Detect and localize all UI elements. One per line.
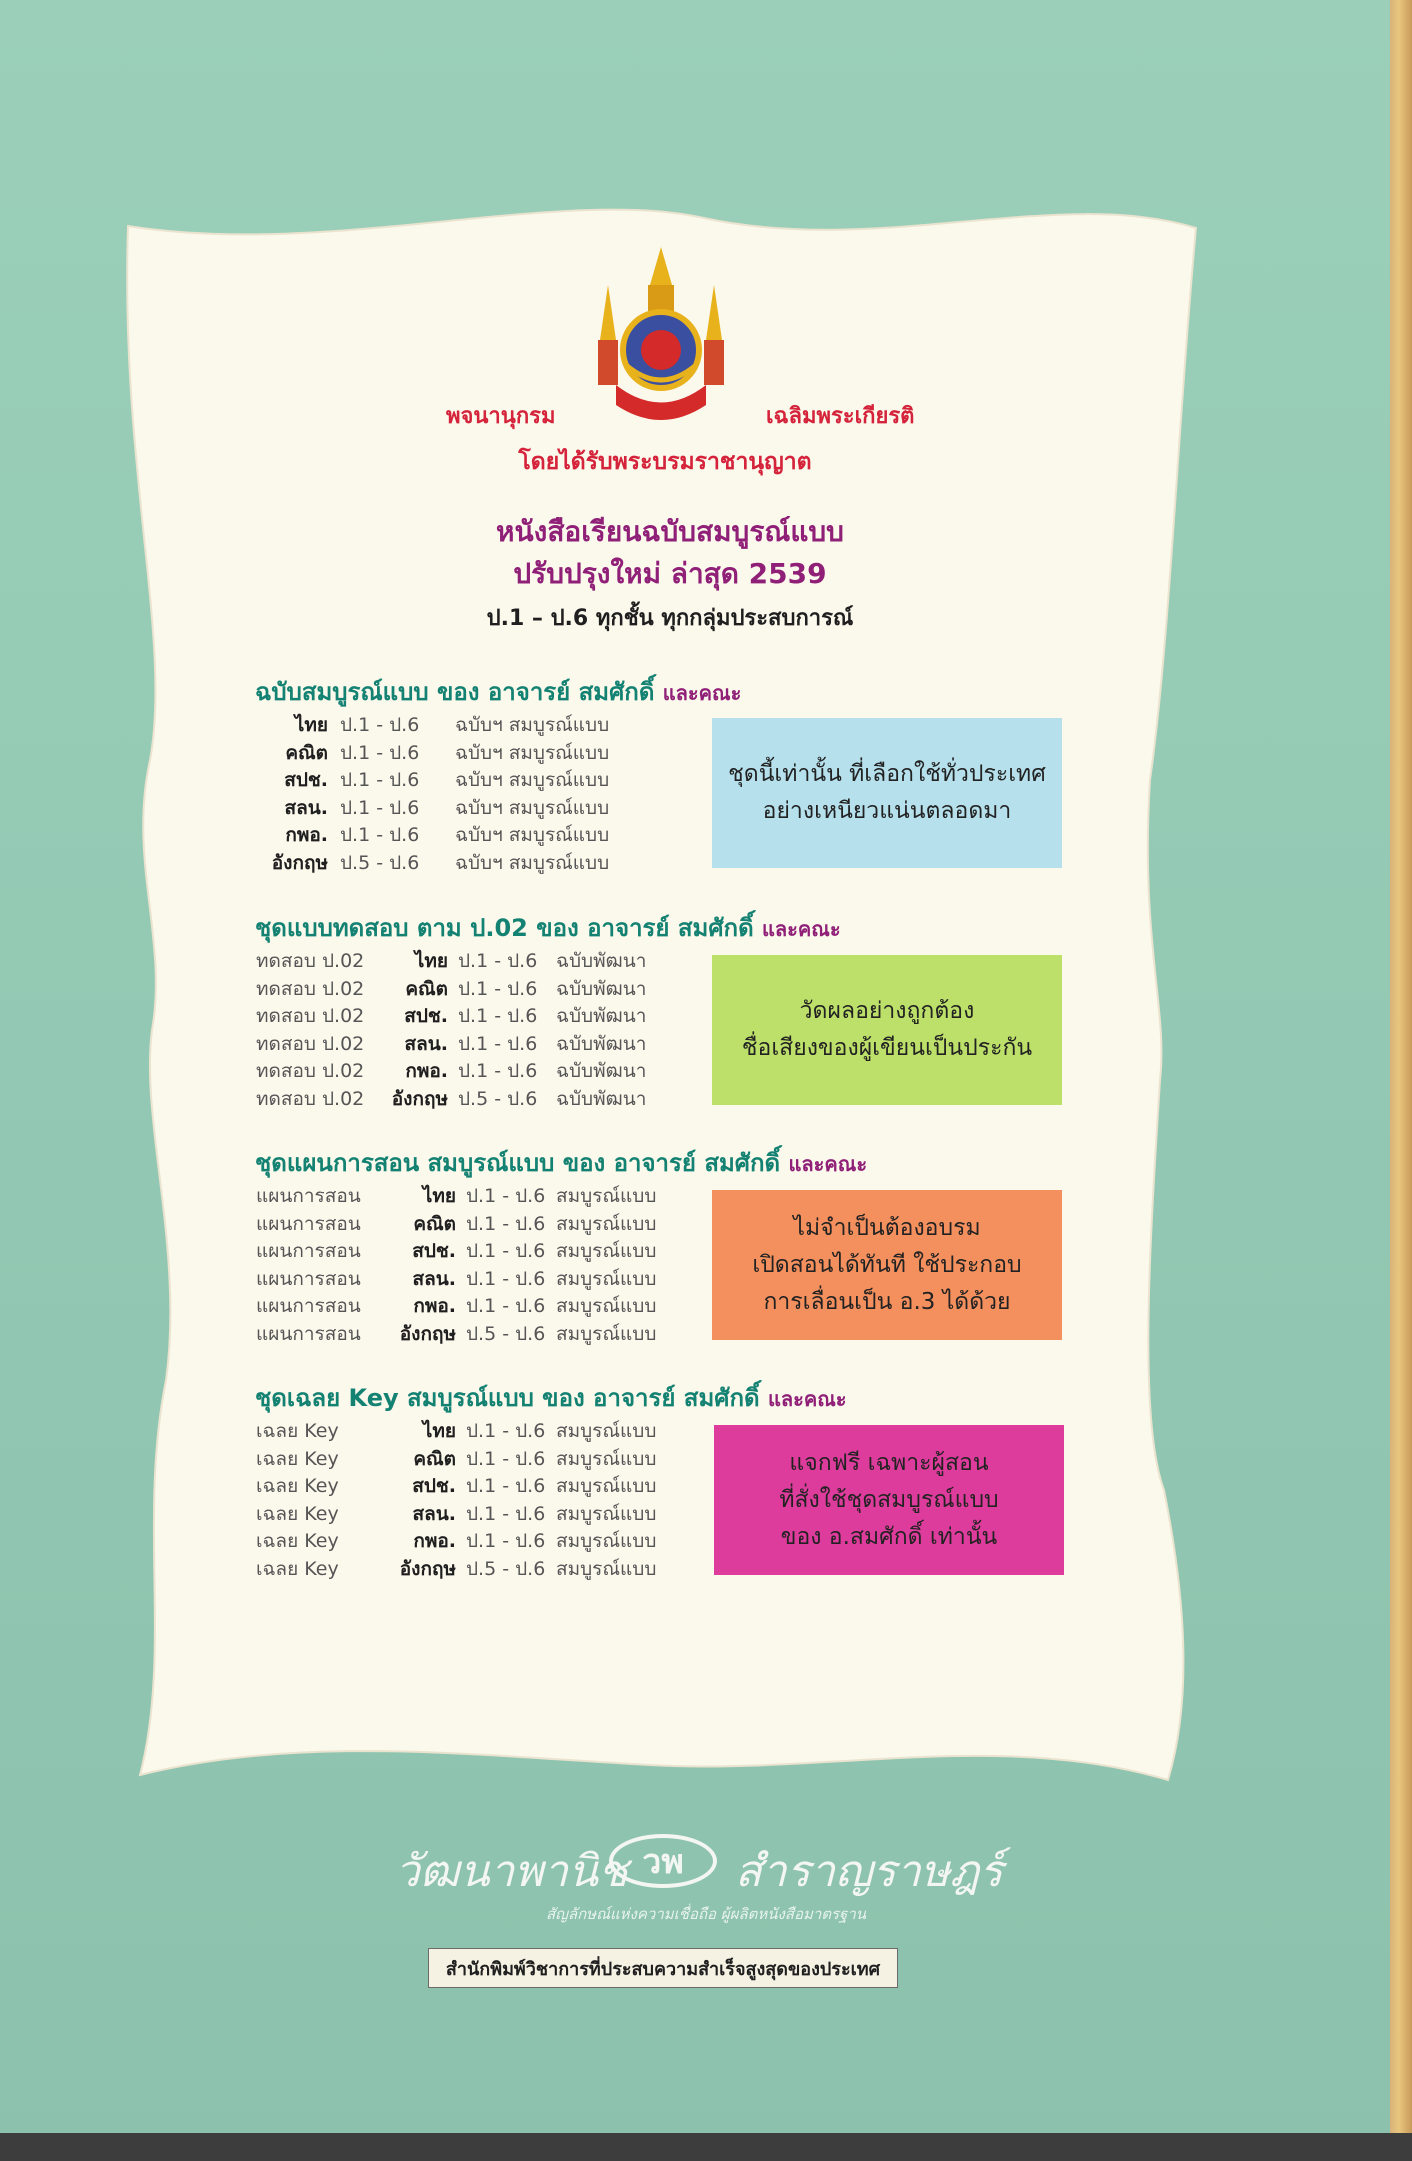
list-item: ทดสอบ ป.02 สปช. ป.1 - ป.6 ฉบับพัฒนา xyxy=(256,1005,647,1027)
list-item: แผนการสอน อังกฤษ ป.5 - ป.6 สมบูรณ์แบบ xyxy=(256,1322,657,1345)
publisher-name-right: สำราญราษฎร์ xyxy=(735,1846,1003,1897)
list-item: เฉลย Key ไทย ป.1 - ป.6 สมบูรณ์แบบ xyxy=(256,1420,657,1442)
lesson-plan-list xyxy=(256,1183,656,1348)
page-subtitle: ปรับปรุงใหม่ ล่าสุด 2539 xyxy=(513,557,827,590)
section-complete-edition-title xyxy=(255,672,741,711)
list-item: เฉลย Key สปช. ป.1 - ป.6 สมบูรณ์แบบ xyxy=(256,1475,657,1497)
list-item: แผนการสอน สปช. ป.1 - ป.6 สมบูรณ์แบบ xyxy=(256,1240,657,1262)
royal-emblem xyxy=(586,245,736,435)
section-title-main: ชุดเฉลย Key สมบูรณ์แบบ ของ อาจารย์ สมศักดิ์ xyxy=(255,1384,760,1412)
list-item: ทดสอบ ป.02 ไทย ป.1 - ป.6 ฉบับพัฒนา xyxy=(256,950,647,972)
promo-box-blue: ชุดนี้เท่านั้น ที่เลือกใช้ทั่วประเทศ อย่างเหนียวแน่นตลอดมา xyxy=(712,718,1062,868)
section-title-tail: และคณะ xyxy=(767,1387,847,1411)
list-item: ทดสอบ ป.02 กพอ. ป.1 - ป.6 ฉบับพัฒนา xyxy=(256,1060,647,1082)
complete-edition-list xyxy=(258,712,609,877)
page-title: หนังสือเรียนฉบับสมบูรณ์แบบ xyxy=(496,515,844,548)
promo-box-orange: ไม่จำเป็นต้องอบรม เปิดสอนได้ทันที ใช้ประกอบ การเลื่อนเป็น อ.3 ได้ด้วย xyxy=(712,1190,1062,1340)
list-item: ทดสอบ ป.02 สลน. ป.1 - ป.6 ฉบับพัฒนา xyxy=(256,1032,647,1055)
section-title-main: ชุดแบบทดสอบ ตาม ป.02 ของ อาจารย์ สมศักดิ์ xyxy=(255,914,754,942)
section-answer-key-title xyxy=(255,1378,847,1417)
dictionary-label: พจนานุกรม xyxy=(446,404,556,429)
grade-range-line: ป.1 – ป.6 ทุกชั้น ทุกกลุ่มประสบการณ์ xyxy=(486,606,854,631)
publisher-name-left: วัฒนาพานิช xyxy=(395,1846,628,1897)
royal-honor-label: เฉลิมพระเกียรติ xyxy=(766,404,915,429)
section-lesson-plan-title xyxy=(255,1143,867,1182)
list-item: อังกฤษ ป.5 - ป.6 ฉบับฯ สมบูรณ์แบบ xyxy=(271,851,610,874)
publisher-emblem xyxy=(609,1834,717,1888)
publisher-slogan: สำนักพิมพ์วิชาการที่ประสบความสำเร็จสูงสุดของประเทศ xyxy=(428,1948,898,1988)
list-item: ทดสอบ ป.02 อังกฤษ ป.5 - ป.6 ฉบับพัฒนา xyxy=(256,1087,647,1110)
list-item: เฉลย Key สลน. ป.1 - ป.6 สมบูรณ์แบบ xyxy=(256,1502,657,1525)
publisher-tagline: สัญลักษณ์แห่งความเชื่อถือ ผู้ผลิตหนังสือมาตรฐาน xyxy=(545,1905,867,1923)
answer-key-list xyxy=(256,1418,656,1583)
publisher-logo xyxy=(395,1828,1015,1898)
section-title-tail: และคณะ xyxy=(662,681,742,705)
list-item: เฉลย Key กพอ. ป.1 - ป.6 สมบูรณ์แบบ xyxy=(256,1530,657,1552)
list-item: สลน. ป.1 - ป.6 ฉบับฯ สมบูรณ์แบบ xyxy=(284,796,610,819)
list-item: เฉลย Key คณิต ป.1 - ป.6 สมบูรณ์แบบ xyxy=(256,1447,657,1470)
test-list xyxy=(256,948,646,1113)
list-item: คณิต ป.1 - ป.6 ฉบับฯ สมบูรณ์แบบ xyxy=(285,741,610,764)
section-title-main: ฉบับสมบูรณ์แบบ ของ อาจารย์ สมศักดิ์ xyxy=(255,678,655,706)
promo-box-green: วัดผลอย่างถูกต้อง ชื่อเสียงของผู้เขียนเป็นประกัน xyxy=(712,955,1062,1105)
list-item: สปช. ป.1 - ป.6 ฉบับฯ สมบูรณ์แบบ xyxy=(284,769,610,791)
list-item: แผนการสอน สลน. ป.1 - ป.6 สมบูรณ์แบบ xyxy=(256,1267,657,1290)
list-item: แผนการสอน ไทย ป.1 - ป.6 สมบูรณ์แบบ xyxy=(256,1185,657,1207)
list-item: ไทย ป.1 - ป.6 ฉบับฯ สมบูรณ์แบบ xyxy=(294,714,610,736)
list-item: ทดสอบ ป.02 คณิต ป.1 - ป.6 ฉบับพัฒนา xyxy=(256,977,647,1000)
section-title-tail: และคณะ xyxy=(788,1152,868,1176)
list-item: แผนการสอน กพอ. ป.1 - ป.6 สมบูรณ์แบบ xyxy=(256,1295,657,1317)
list-item: เฉลย Key อังกฤษ ป.5 - ป.6 สมบูรณ์แบบ xyxy=(256,1557,657,1580)
royal-permission: โดยได้รับพระบรมราชานุญาต xyxy=(518,449,812,475)
section-test-title xyxy=(255,908,841,947)
publisher-emblem-text: วพ xyxy=(642,1842,684,1882)
list-item: กพอ. ป.1 - ป.6 ฉบับฯ สมบูรณ์แบบ xyxy=(285,824,610,846)
section-title-tail: และคณะ xyxy=(762,917,841,941)
promo-box-magenta: แจกฟรี เฉพาะผู้สอน ที่สั่งใช้ชุดสมบูรณ์แบบ ของ อ.สมศักดิ์ เท่านั้น xyxy=(714,1425,1064,1575)
section-title-main: ชุดแผนการสอน สมบูรณ์แบบ ของ อาจารย์ สมศักดิ์ xyxy=(255,1149,781,1177)
list-item: แผนการสอน คณิต ป.1 - ป.6 สมบูรณ์แบบ xyxy=(256,1212,657,1235)
